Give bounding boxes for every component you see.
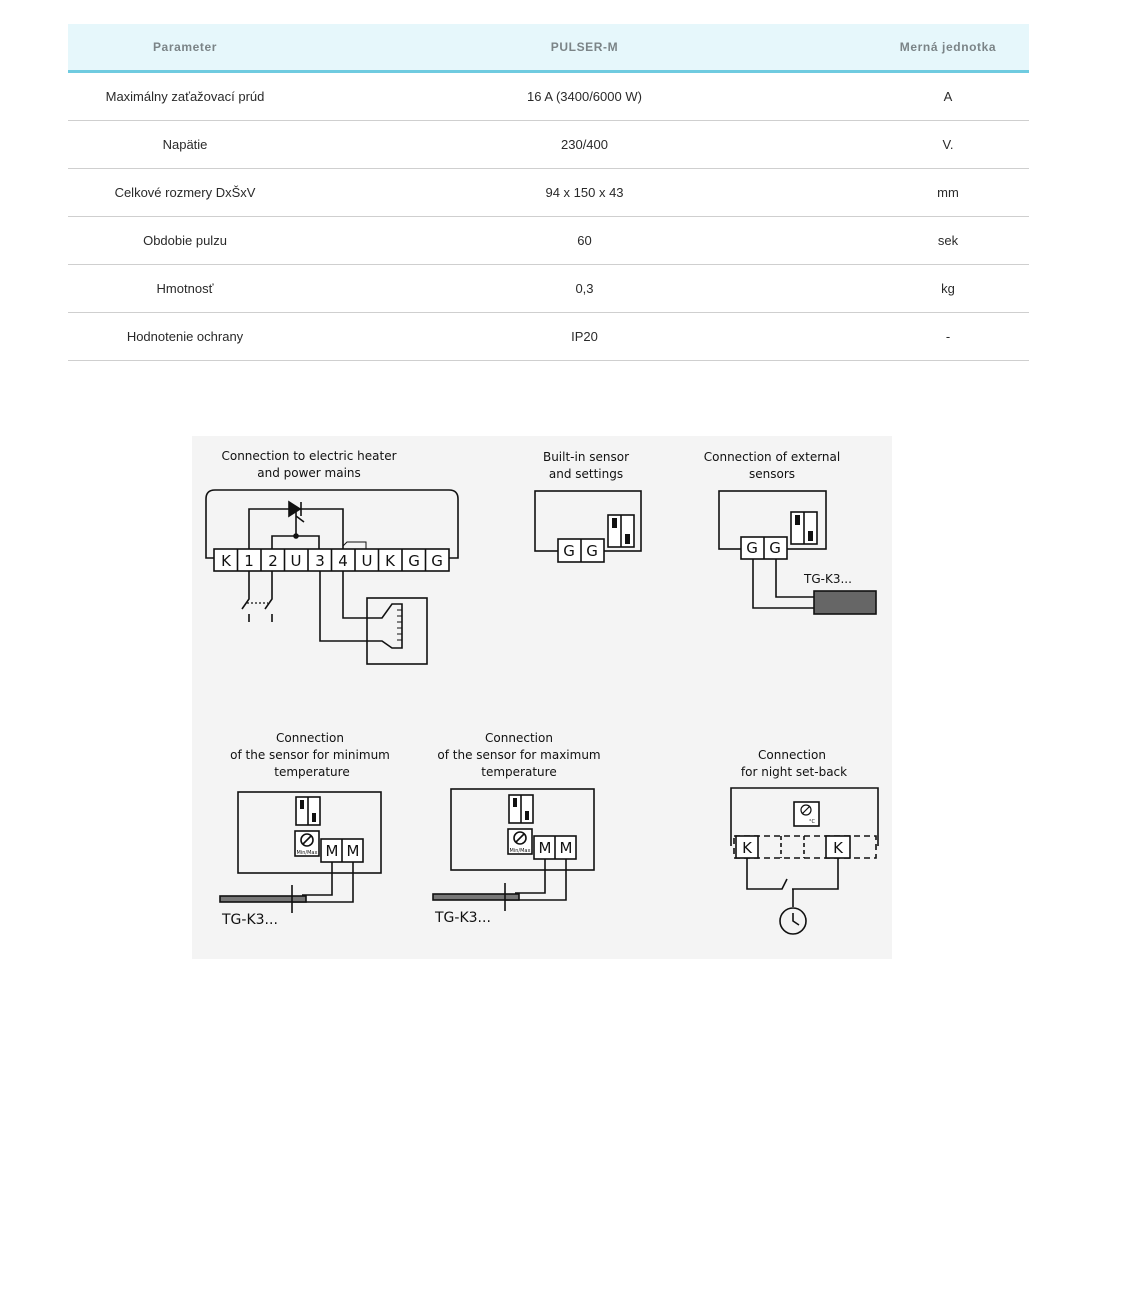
min-title-line-2: of the sensor for minimum xyxy=(230,748,390,762)
heater-title xyxy=(221,449,396,480)
terminal-label: 3 xyxy=(315,552,325,570)
min-title-line-1: Connection xyxy=(276,731,344,745)
min-title xyxy=(230,731,390,779)
min-title-line-3: temperature xyxy=(274,765,350,779)
terminal-label: 1 xyxy=(244,552,254,570)
cell-parameter: Napätie xyxy=(68,121,302,169)
table-row xyxy=(68,169,1029,217)
night-panel xyxy=(731,788,878,934)
max-sensor-label: TG-K3... xyxy=(435,910,491,926)
terminal-label: G xyxy=(586,542,598,560)
max-sensor-probe xyxy=(433,894,519,900)
terminal-label: G xyxy=(563,542,575,560)
max-title-line-2: of the sensor for maximum xyxy=(437,748,601,762)
wiring-diagram xyxy=(192,436,892,959)
max-title-line-3: temperature xyxy=(481,765,557,779)
cell-unit: sek xyxy=(867,217,1029,265)
builtin-title-line-1: Built-in sensor xyxy=(542,450,630,464)
heater-panel xyxy=(206,490,458,664)
header-product: PULSER-M xyxy=(302,24,867,72)
terminal-label: M xyxy=(346,842,360,860)
cell-value: 0,3 xyxy=(302,265,867,313)
cell-unit: V. xyxy=(867,121,1029,169)
builtin-title-line-2: and settings xyxy=(548,467,624,481)
heater-title-line-1: Connection to electric heater xyxy=(221,449,397,463)
terminal-label: K xyxy=(385,552,395,570)
dip-switch-icon xyxy=(791,512,817,544)
external-sensor xyxy=(814,591,876,614)
table-row xyxy=(68,313,1029,361)
terminal-label: K xyxy=(221,552,231,570)
night-title-line-2: for night set-back xyxy=(740,765,848,779)
dip-switch-icon xyxy=(608,515,634,547)
terminal-label: G xyxy=(431,552,443,570)
cell-parameter: Hmotnosť xyxy=(68,265,302,313)
night-icon-label: °C xyxy=(809,819,815,825)
dip-switch-icon xyxy=(509,795,533,823)
external-sensor-label: TG-K3... xyxy=(804,572,852,586)
cell-unit: kg xyxy=(867,265,1029,313)
cell-unit: mm xyxy=(867,169,1029,217)
header-unit: Merná jednotka xyxy=(867,24,1029,72)
external-title xyxy=(704,450,840,481)
terminal-label: K xyxy=(742,839,752,857)
table-row xyxy=(68,217,1029,265)
min-knob-label: Min/Max xyxy=(296,850,318,856)
min-sensor-probe xyxy=(220,896,306,902)
max-title-line-1: Connection xyxy=(485,731,553,745)
terminal-label: U xyxy=(361,552,373,570)
table-row xyxy=(68,265,1029,313)
clock-icon xyxy=(780,908,806,934)
triac-icon xyxy=(289,502,300,516)
dip-switch-icon xyxy=(296,797,320,825)
terminal-label: G xyxy=(408,552,420,570)
cell-parameter: Hodnotenie ochrany xyxy=(68,313,302,361)
night-title-line-1: Connection xyxy=(758,748,826,762)
cell-value: 16 A (3400/6000 W) xyxy=(302,72,867,121)
night-mode-icon xyxy=(794,802,819,826)
max-title xyxy=(437,731,600,779)
cell-value: 94 x 150 x 43 xyxy=(302,169,867,217)
terminal-label: M xyxy=(538,839,552,857)
cell-value: 60 xyxy=(302,217,867,265)
heater-box xyxy=(367,598,427,664)
external-title-line-2: sensors xyxy=(748,467,796,481)
cell-unit: A xyxy=(867,72,1029,121)
cell-parameter: Obdobie pulzu xyxy=(68,217,302,265)
header-parameter: Parameter xyxy=(68,24,302,72)
cell-value: IP20 xyxy=(302,313,867,361)
cell-parameter: Celkové rozmery DxŠxV xyxy=(68,169,302,217)
external-panel xyxy=(719,491,876,614)
spec-table xyxy=(68,24,1029,361)
heater-enclosure xyxy=(206,490,458,558)
min-sensor-label: TG-K3... xyxy=(222,912,278,928)
heater-title-line-2: and power mains xyxy=(257,466,361,480)
external-title-line-1: Connection of external xyxy=(703,450,841,464)
night-title xyxy=(741,748,847,779)
table-row xyxy=(68,121,1029,169)
terminal-label: G xyxy=(769,539,781,557)
builtin-title xyxy=(543,450,629,481)
terminal-label: U xyxy=(290,552,302,570)
cell-parameter: Maximálny zaťažovací prúd xyxy=(68,72,302,121)
table-row xyxy=(68,72,1029,121)
terminal-label: M xyxy=(559,839,573,857)
table-header-row xyxy=(68,24,1029,72)
cell-unit: - xyxy=(867,313,1029,361)
terminal-label: G xyxy=(746,539,758,557)
max-knob-label: Min/Max xyxy=(509,848,531,854)
wiring-diagram-svg xyxy=(192,436,892,959)
terminal-label: 4 xyxy=(338,552,348,570)
terminal-label: K xyxy=(833,839,843,857)
cell-value: 230/400 xyxy=(302,121,867,169)
terminal-label: 2 xyxy=(268,552,278,570)
terminal-label: M xyxy=(325,842,339,860)
